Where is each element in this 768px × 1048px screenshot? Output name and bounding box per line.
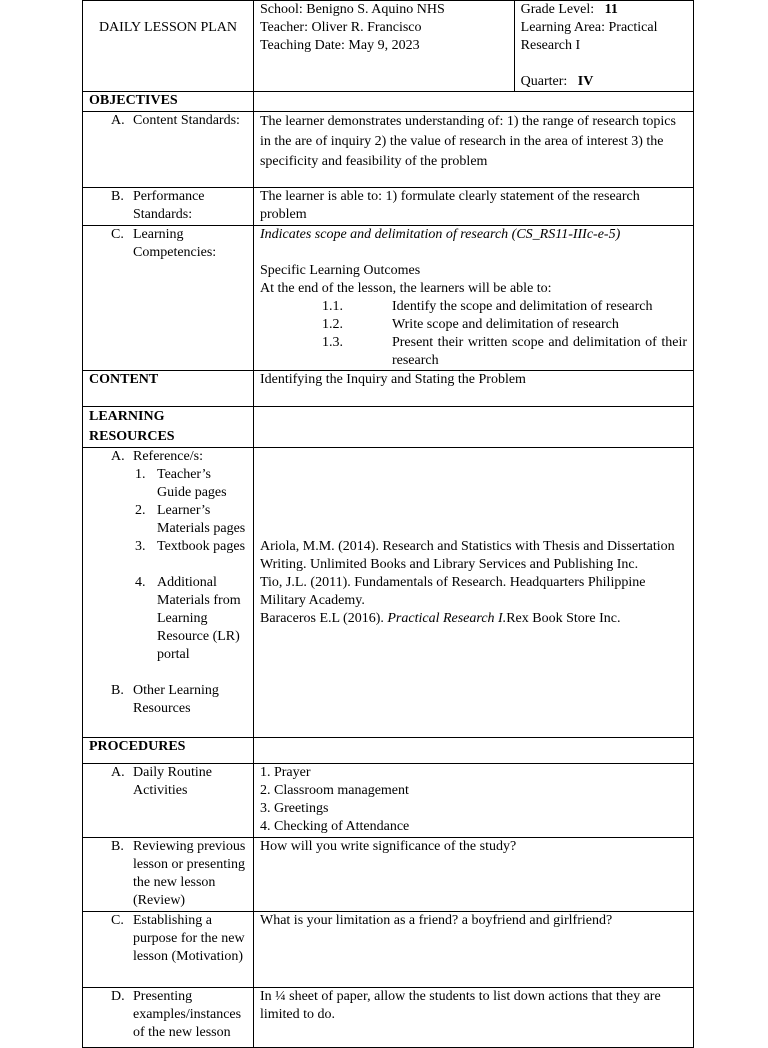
references-label: Reference/s: bbox=[133, 449, 203, 464]
content-standards-text: The learner demonstrates understanding of: 1) the range of research topics in the are of inquiry 2) the value of research in the area of interest 3) the specificity and feasibility of the problem bbox=[253, 112, 693, 188]
grade-level: Grade Level: 11 bbox=[520, 2, 618, 17]
review-label: Reviewing previous lesson or presenting the new lesson (Review) bbox=[133, 839, 246, 908]
grade-level-value: 11 bbox=[604, 2, 618, 17]
other-resources-label: Other Learning Resources bbox=[133, 683, 219, 716]
learning-resources-heading: LEARNING RESOURCES bbox=[83, 407, 254, 448]
content-heading: CONTENT bbox=[83, 371, 254, 407]
procedure-a-row: A. Daily Routine Activities 1. Prayer 2. Classroom management 3. Greetings 4. Checking of Attendance bbox=[83, 764, 694, 838]
procedures-row bbox=[83, 738, 694, 764]
review-text: How will you write significance of the study? bbox=[253, 838, 693, 912]
references-row: A. Reference/s: 1. Teacher’s Guide pages 2. Learner’s Materials pages 3. Textbook pages 4. Additional Materials from Learning Resource (LR) portal B. Other Learning Resources Ariola, M.M. (2014). Research and Statistics with Thesis and Dissertation Writing. Unlimited Books and Library Services and Publishing Inc. Tio, J.L. (2011). Fundamentals of Research. Headquarters Philippine Military Academy. Baraceros E.L (2016). Practical Research I.Rex Book Store Inc. bbox=[83, 448, 694, 738]
learning-competencies-label: Learning Competencies: bbox=[133, 227, 217, 260]
citation: Ariola, M.M. (2014). Research and Statistics with Thesis and Dissertation Writing. Unlimited Books and Library Services and Publishing Inc. bbox=[259, 539, 675, 572]
school-info bbox=[253, 1, 514, 92]
objectives-row bbox=[83, 92, 694, 112]
routine-item: 4. Checking of Attendance bbox=[259, 819, 410, 834]
plan-title: DAILY LESSON PLAN bbox=[83, 1, 254, 92]
objectives-heading: OBJECTIVES bbox=[83, 92, 254, 112]
procedures-heading: PROCEDURES bbox=[83, 738, 254, 764]
competency-code: Indicates scope and delimitation of research (CS_RS11-IIIc-e-5) bbox=[259, 227, 621, 242]
learning-competencies-row: C. Learning Competencies: Indicates scope and delimitation of research (CS_RS11-IIIc-e-5) Specific Learning Outcomes At the end of the lesson, the learners will be able to: 1.1. Identify the scope and delimitation of research 1.2. Write scope and delimitation of research 1.3. Present their written scope and delimitation of their research bbox=[83, 226, 694, 371]
class-info bbox=[514, 1, 693, 92]
reference-item: 2. Learner’s Materials pages bbox=[135, 503, 246, 536]
teacher-name: Teacher: Oliver R. Francisco bbox=[259, 20, 422, 35]
procedure-b-row: B. Reviewing previous lesson or presenting the new lesson (Review) How will you write significance of the study? bbox=[83, 838, 694, 912]
teaching-date: Teaching Date: May 9, 2023 bbox=[259, 38, 420, 53]
performance-standards-row: B. Performance Standards: The learner is able to: 1) formulate clearly statement of the research problem bbox=[83, 188, 694, 226]
procedure-c-row: C. Establishing a purpose for the new lesson (Motivation) What is your limitation as a friend? a boyfriend and girlfriend? bbox=[83, 912, 694, 988]
content-standards-label: Content Standards: bbox=[133, 113, 240, 128]
learning-outcome: 1.1. Identify the scope and delimitation of research bbox=[321, 299, 653, 314]
procedure-d-row: D. Presenting examples/instances of the new lesson In ¼ sheet of paper, allow the students to list down actions that they are limited to do. bbox=[83, 988, 694, 1048]
learning-area: Learning Area: Practical Research I bbox=[520, 20, 658, 53]
routine-item: 3. Greetings bbox=[259, 801, 329, 816]
reference-item: 1. Teacher’s Guide pages bbox=[135, 467, 227, 500]
reference-item: 4. Additional Materials from Learning Resource (LR) portal bbox=[135, 575, 241, 662]
reference-item: 3. Textbook pages bbox=[135, 539, 246, 554]
header-row bbox=[83, 1, 694, 92]
content-row bbox=[83, 371, 694, 407]
presenting-examples-label: Presenting examples/instances of the new lesson bbox=[133, 989, 242, 1040]
school-name: School: Benigno S. Aquino NHS bbox=[259, 2, 445, 17]
content-standards-row: A. Content Standards: The learner demonstrates understanding of: 1) the range of research topics in the are of inquiry 2) the value of research in the area of interest 3) the specificity and feasibility of the problem bbox=[83, 112, 694, 188]
routine-item: 2. Classroom management bbox=[259, 783, 409, 798]
performance-standards-label: Performance Standards: bbox=[133, 189, 205, 222]
motivation-text: What is your limitation as a friend? a boyfriend and girlfriend? bbox=[253, 912, 693, 988]
quarter-value: IV bbox=[577, 74, 594, 89]
presenting-examples-text: In ¼ sheet of paper, allow the students to list down actions that they are limited to do. bbox=[253, 988, 693, 1048]
daily-routine-label: Daily Routine Activities bbox=[133, 765, 212, 798]
learning-outcome: 1.3. Present their written scope and delimitation of their research bbox=[321, 335, 687, 368]
motivation-label: Establishing a purpose for the new lesson (Motivation) bbox=[133, 913, 245, 964]
content-text: Identifying the Inquiry and Stating the Problem bbox=[253, 371, 693, 407]
slo-intro: At the end of the lesson, the learners will be able to: bbox=[259, 281, 552, 296]
slo-heading: Specific Learning Outcomes bbox=[259, 263, 421, 278]
routine-item: 1. Prayer bbox=[259, 765, 311, 780]
learning-outcome: 1.2. Write scope and delimitation of research bbox=[321, 317, 619, 332]
citation: Baraceros E.L (2016). Practical Research I.Rex Book Store Inc. bbox=[259, 611, 621, 626]
lesson-plan-table bbox=[82, 0, 694, 1048]
quarter: Quarter: IV bbox=[520, 74, 594, 89]
learning-resources-row bbox=[83, 407, 694, 448]
citation: Tio, J.L. (2011). Fundamentals of Research. Headquarters Philippine Military Academy. bbox=[259, 575, 646, 608]
performance-standards-text: The learner is able to: 1) formulate clearly statement of the research problem bbox=[253, 188, 693, 226]
